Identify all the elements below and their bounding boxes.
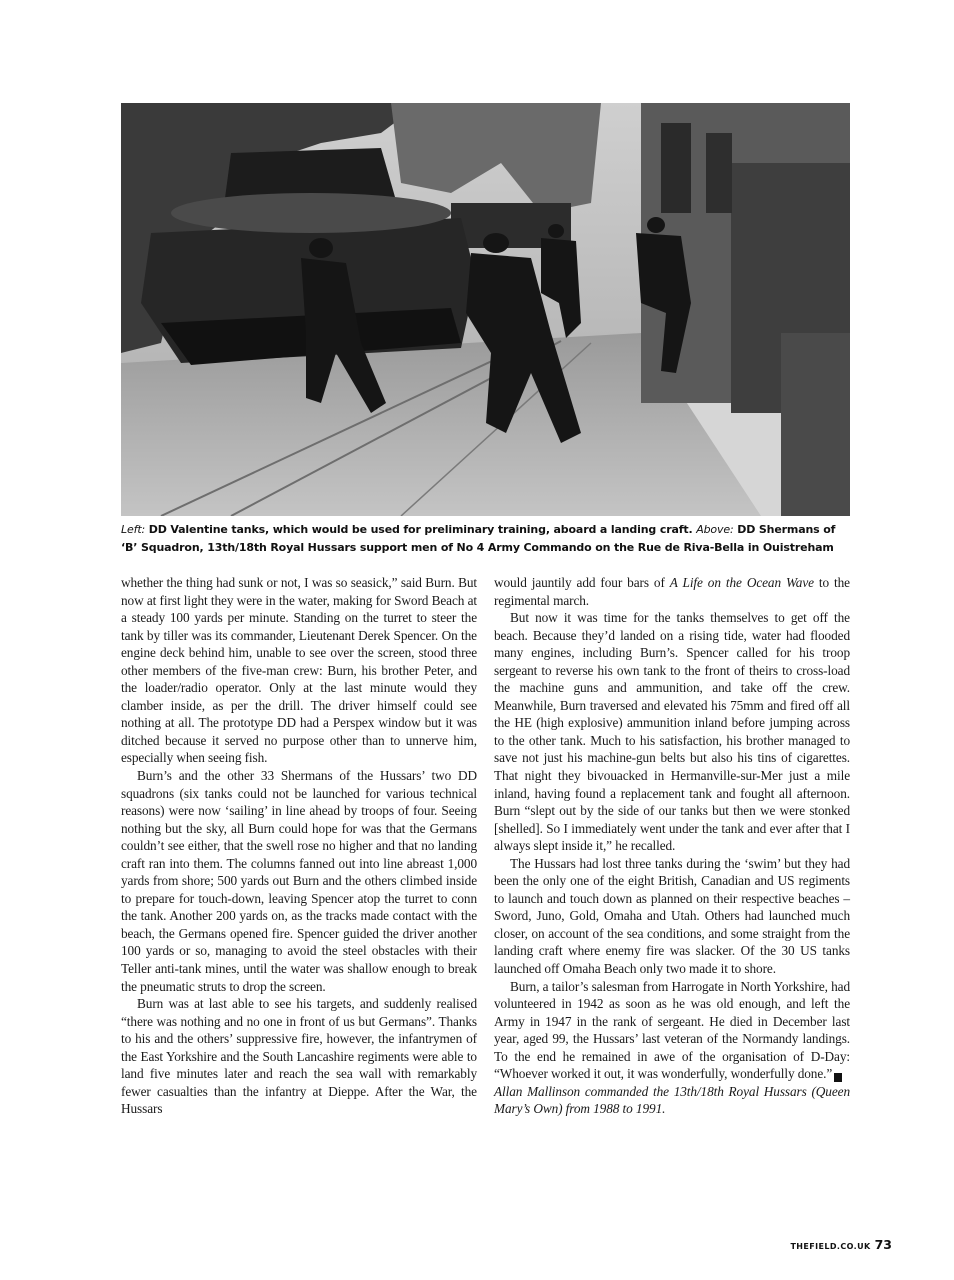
paragraph-text: Burn, a tailor’s salesman from Harrogate in North Yorkshire, had volunteered in 1942 as soon as he was old enough, and left the Army in 1947 in the rank of sergeant. He died in December last year, aged 99, the Hussars’ last veteran of the Normandy landings. To the end he remained in awe of the organisation of D-Day: “Whoever worked it out, it was wonderfully, wonderfully done.” <box>494 978 850 1082</box>
caption-text-above: DD Shermans of ‘B’ Squadron, 13th/18th Royal Hussars support men of No 4 Army Commando on the Rue de Riva-Bella in Ouistreham <box>121 523 836 554</box>
paragraph: But now it was time for the tanks themselves to get off the beach. Because they’d landed on a rising tide, water had flooded many engines, including Burn’s. Spencer called for his troop sergeant to reverse his own tank to the front of theirs to cross-load the machine guns and ammunition, and take off the crew. Meanwhile, Burn traversed and elevated his 75mm and fired off all the HE (high explosive) ammunition inland before jumping across to the other tank. Much to his satisfaction, his brother managed to save not just his machine-gun belts but also his tins of cigarettes. That night they bivouacked in Hermanville-sur-Mer just a mile inland, having found a replacement tank and fought all afternoon. Burn “slept out by the side of our tanks but then we were stonked [shelled]. So I immediately went under the tank and ever after that I always slept inside it,” he recalled. <box>494 610 850 854</box>
paragraph-text: to the regimental march. <box>494 575 850 608</box>
article-column-left <box>121 574 477 1118</box>
page-footer <box>790 1234 892 1253</box>
end-mark-icon: F <box>834 1073 842 1082</box>
author-bio: Allan Mallinson commanded the 13th/18th Royal Hussars (Queen Mary’s Own) from 1988 to 1991. <box>494 1083 850 1117</box>
paragraph-text: would jauntily add four bars of <box>494 575 670 590</box>
caption-text-left: DD Valentine tanks, which would be used for preliminary training, aboard a landing craft. <box>145 523 697 536</box>
paragraph: Burn’s and the other 33 Shermans of the Hussars’ two DD squadrons (six tanks could not be launched for various technical reasons) were now ‘sailing’ in line ahead by troops of four. Seeing nothing but the sky, all Burn could hope for was that the Germans couldn’t see either, that the swell rose no higher and that no landing craft ran into them. The columns fanned out into line abreast 1,000 yards from shore; 500 yards out Burn and the others climbed inside to prepare for touch-down, leaving Spencer atop the turret to conn the tank. Another 200 yards on, as the tracks made contact with the beach, the Germans opened fire. Spencer guided the driver another 100 yards or so, managing to avoid the steel obstacles with their Teller anti-tank mines, until the water was shallow enough to break the pneumatic struts to drop the screen. <box>121 768 477 994</box>
page-number: 73 <box>874 1237 892 1252</box>
article-column-right <box>494 574 855 1118</box>
caption-lead-left: Left: <box>121 523 146 536</box>
caption-lead-above: Above: <box>696 523 734 536</box>
song-title: A Life on the Ocean Wave <box>669 575 814 590</box>
paragraph: The Hussars had lost three tanks during the ‘swim’ but they had been the only one of the eight British, Canadian and US regiments to launch and touch down as planned on their respective beaches – Sword, Juno, Gold, Omaha and Utah. Others had launched much closer, on account of the sea conditions, and some straight from the landing craft where enemy fire was slacker. Of the 30 US tanks launched off Omaha Beach only two made it to shore. <box>494 855 850 977</box>
photo-tanks-street <box>121 103 850 516</box>
paragraph: whether the thing had sunk or not, I was so seasick,” said Burn. But now at first light they were in the water, making for Sword Beach at a steady 100 yards per minute. Standing on the turret to steer the tank by tiller was its commander, Lieutenant Derek Spencer. On the engine deck behind him, unable to see over the screen, stood three other members of the five-man crew: Burn, his brother Peter, and the loader/radio operator. Only at the last minute would they clamber inside, as per the drill. The driver himself could see nothing at all. The prototype DD had a Perspex window but it was ditched because it served no purpose other than to unnerve him, especially when seeing fish. <box>121 575 477 766</box>
paragraph <box>494 574 850 609</box>
photo-illustration <box>121 103 850 516</box>
site-url: THEFIELD.CO.UK <box>790 1242 871 1251</box>
paragraph: Burn was at last able to see his targets, and suddenly realised “there was nothing and no one in front of us but Germans”. Thanks to his and the others’ suppressive fire, however, the infantrymen of the East Yorkshire and the South Lancashire regiments were able to land five minutes later and reach the sea wall with remarkably fewer casualties than the infantry at Dieppe. After the War, the Hussars <box>121 996 477 1117</box>
photo-caption <box>121 521 850 556</box>
paragraph <box>494 978 855 1083</box>
